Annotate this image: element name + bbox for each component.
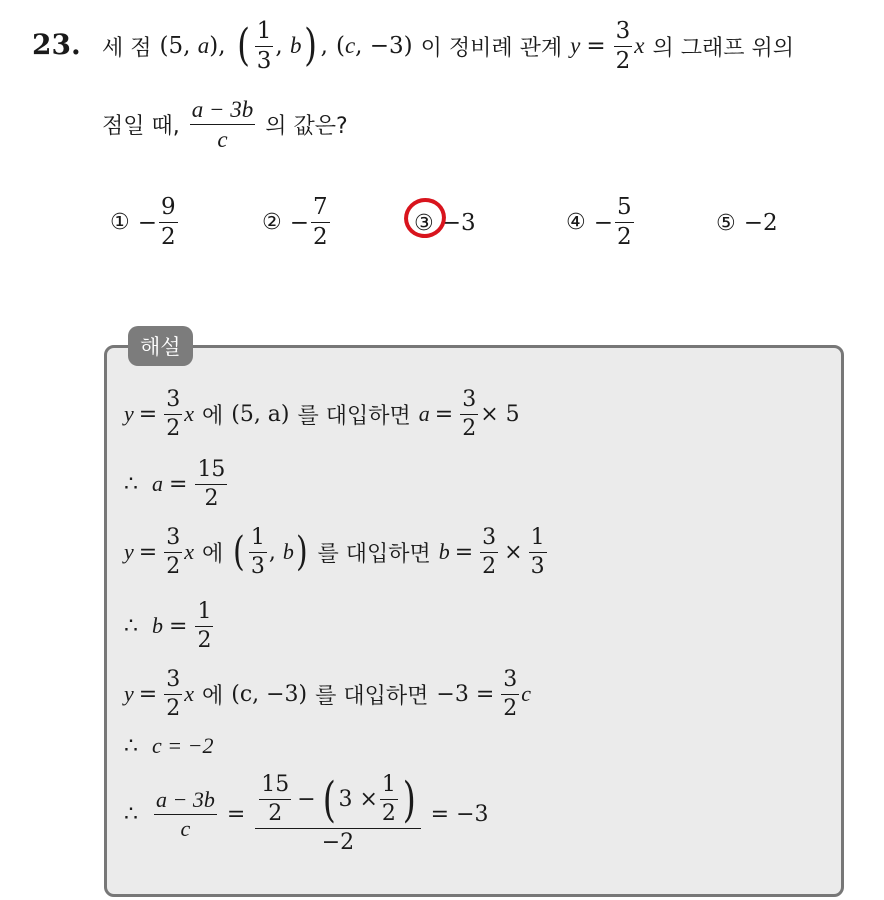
solution-step-1: y = $\frac{3}{2}$ x 에 (5, a) 를 대입하면 a = $\frac{3}{2}$ × 5: [124, 386, 520, 441]
choice-2[interactable]: ② − $\frac{7}{2}$: [262, 194, 328, 250]
big-fraction: $\frac{15}{2}$ − ( 3 × $\frac{1}{2}$ ) −2: [255, 774, 420, 854]
solution-step-7: ∴ $\frac{a - 3b}{c}$ = $\frac{15}{2}$ − ( 3 × $\frac{1}{2}$ ) −2 = −3: [124, 771, 489, 855]
choice-4[interactable]: ④ − $\frac{5}{2}$: [566, 194, 632, 250]
question-line-2: [102, 92, 348, 156]
equation-fraction: $\frac{3}{2}$: [615, 17, 631, 74]
equation-var: x: [634, 33, 645, 58]
choice-3[interactable]: ③ −3: [414, 210, 476, 236]
solution-step-4: ∴ b = $\frac{1}{2}$: [124, 598, 212, 653]
question-text-pre: 세 점: [102, 35, 152, 61]
question-line2-post: 의 값은?: [265, 113, 348, 139]
choice-1[interactable]: ① − $\frac{9}{2}$: [110, 194, 176, 250]
solution-step-3: y = $\frac{3}{2}$ x 에 ( $\frac{1}{3}$ , b ) 를 대입하면 b = $\frac{3}{2}$ × $\frac{1}{3}$: [124, 524, 545, 579]
question-text-mid: 이 정비례 관계: [420, 35, 563, 61]
solution-step-6: ∴ c = −2: [124, 733, 214, 759]
question-line2-pre: 점일 때,: [102, 113, 180, 139]
solution-step-2: ∴ a = $\frac{15}{2}$: [124, 456, 226, 511]
equation-lhs: y: [570, 33, 581, 58]
ratio-fraction: $\frac{a - 3b}{c}$: [156, 786, 215, 841]
target-fraction: $\frac{a - 3b}{c}$: [191, 96, 254, 152]
point-2-fraction: $\frac{1}{3}$: [256, 17, 272, 74]
question-text-post: 의 그래프 위의: [652, 35, 795, 61]
solution-tab: 해설: [128, 326, 193, 366]
solution-step-5: y = $\frac{3}{2}$ x 에 (c, −3) 를 대입하면 −3 = $\frac{3}{2}$ c: [124, 666, 532, 721]
point-2-var: b: [289, 33, 302, 58]
question-line-1: 세 점 (5, a), ( $\frac{1}{3}$ , b ) , (c, −3) 이 정비례 관계 y = $\frac{3}{2}$ x 의 그래프 위의: [102, 17, 795, 74]
choice-5[interactable]: ⑤ −2: [716, 210, 778, 236]
question-number: 23.: [32, 28, 81, 61]
point-3: (c, −3): [335, 33, 413, 59]
point-1: (5, a),: [159, 33, 226, 59]
